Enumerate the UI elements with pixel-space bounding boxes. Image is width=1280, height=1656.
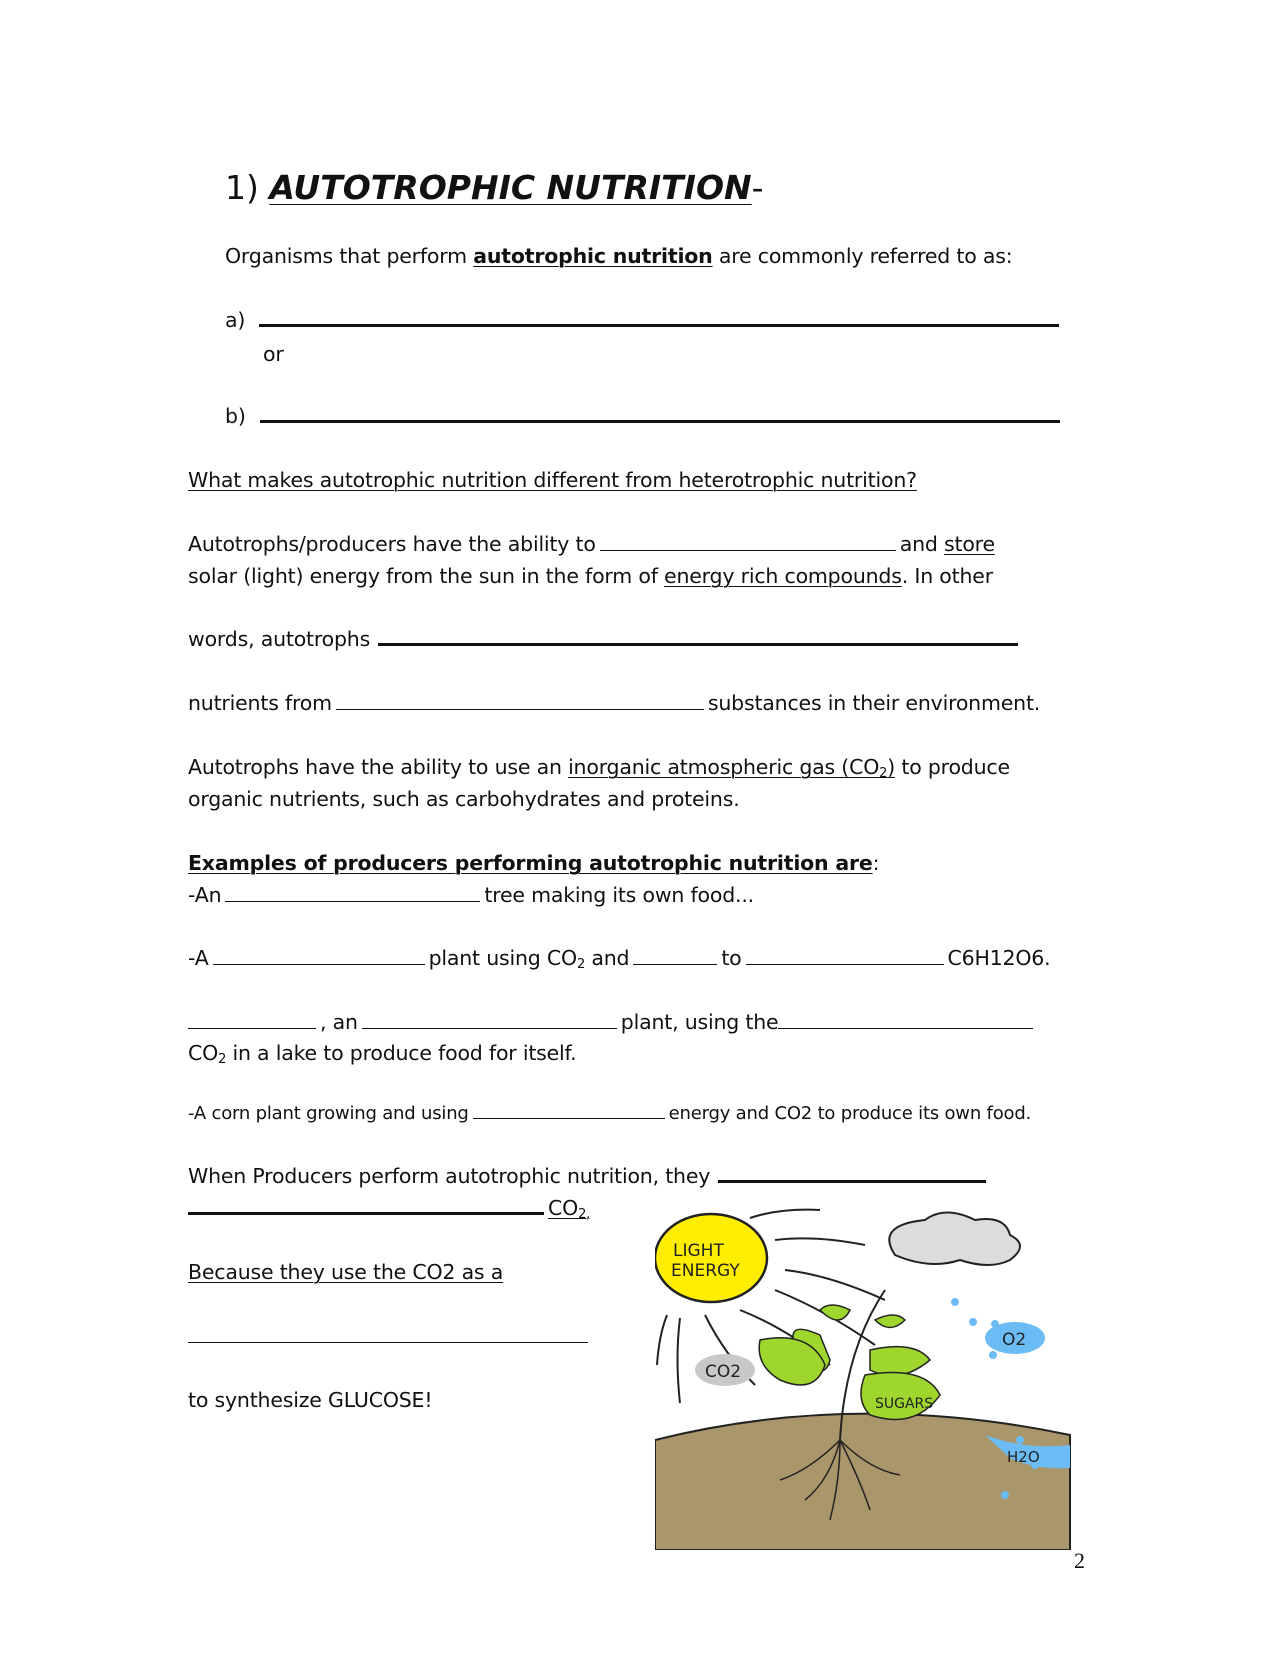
examples-heading: Examples of producers performing autotrophic nutrition are:	[188, 851, 880, 875]
section-heading: AUTOTROPHIC NUTRITION	[269, 168, 752, 207]
example-3: , an plant, using the	[188, 1010, 1037, 1034]
or-text: or	[263, 342, 284, 366]
para1-line4: nutrients from substances in their environment.	[188, 691, 1041, 715]
soil	[655, 1414, 1070, 1550]
conclusion-line2: $CO_{2,}$	[188, 1196, 590, 1222]
question-heading: What makes autotrophic nutrition different from heterotrophic nutrition?	[188, 468, 917, 492]
sun-label-2: ENERGY	[671, 1261, 740, 1281]
cloud-icon	[889, 1213, 1020, 1266]
conclusion-line1: When Producers perform autotrophic nutrition, they	[188, 1164, 990, 1188]
section-number: 1)	[225, 168, 259, 207]
answer-blank-a[interactable]	[259, 323, 1059, 327]
conclusion-blank-line	[188, 1324, 592, 1348]
choice-a: a)	[225, 308, 1063, 332]
para1-line1: Autotrophs/producers have the ability to and store	[188, 532, 995, 556]
co2-label: CO2	[705, 1362, 742, 1382]
answer-blank-b[interactable]	[260, 419, 1060, 423]
intro-line: Organisms that perform autotrophic nutrition are commonly referred to as:	[225, 244, 1013, 268]
para2-line2: organic nutrients, such as carbohydrates and proteins.	[188, 787, 740, 811]
photosynthesis-illustration	[655, 1200, 1075, 1550]
title-dash: -	[751, 168, 764, 207]
para1-line2: solar (light) energy from the sun in the form of energy rich compounds. In other	[188, 564, 993, 588]
sugars-label: SUGARS	[875, 1396, 934, 1412]
conclusion-line5: to synthesize GLUCOSE!	[188, 1388, 433, 1412]
example-4: -A corn plant growing and using energy and CO2 to produce its own food.	[188, 1103, 1032, 1124]
conclusion-line3: Because they use the CO2 as a	[188, 1260, 504, 1284]
page-number: 2	[1074, 1548, 1085, 1573]
example-2: -A plant using $CO_2$ and to C6H12O6.	[188, 946, 1051, 972]
o2-label: O2	[1002, 1330, 1027, 1350]
sun-label-1: LIGHT	[673, 1241, 724, 1261]
example-1: -An tree making its own food...	[188, 883, 754, 907]
h2o-label: H2O	[1007, 1448, 1040, 1466]
choice-b: b)	[225, 404, 1064, 428]
para1-line3: words, autotrophs	[188, 627, 1022, 651]
section-title	[225, 168, 764, 207]
para2-line1: Autotrophs have the ability to use an inorganic atmospheric gas $(CO_2)$ to produce	[188, 755, 1010, 781]
example-3-line2: $CO_2$ in a lake to produce food for itself.	[188, 1041, 577, 1067]
